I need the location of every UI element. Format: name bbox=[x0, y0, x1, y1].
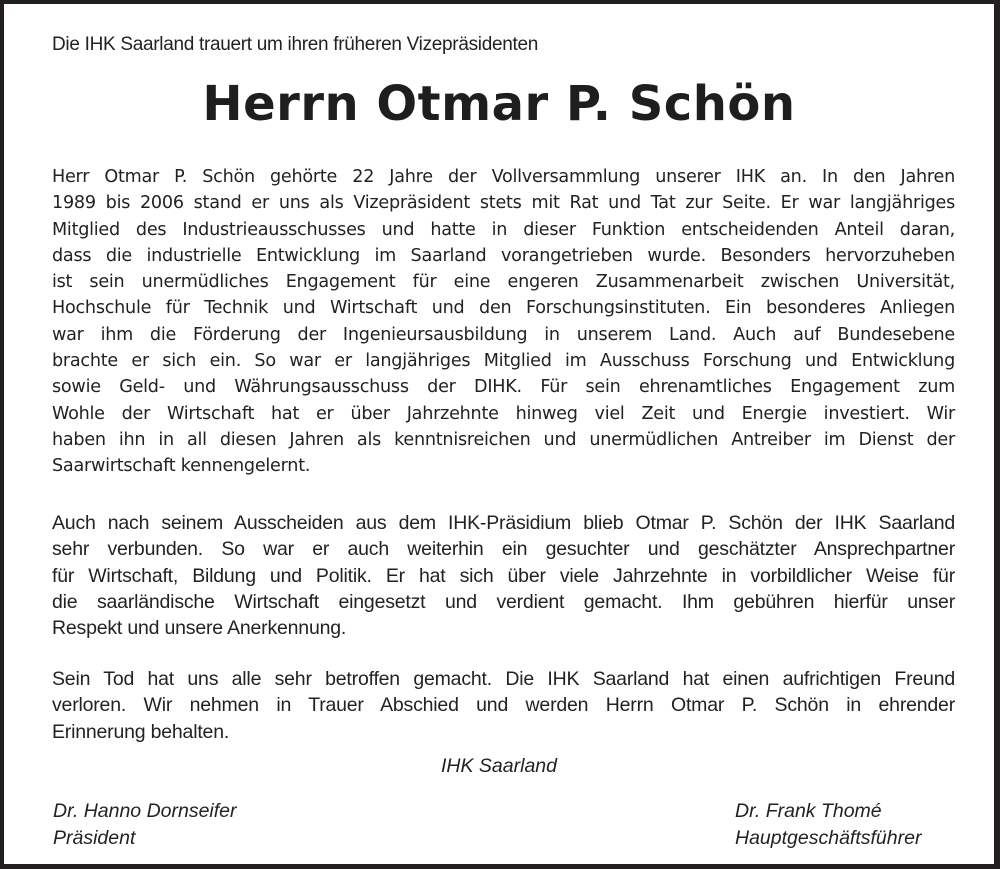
text-line: Herr Otmar P. Schön gehörte 22 Jahre der Vollversammlung unserer IHK an. In den Jahren bbox=[52, 167, 955, 187]
signatory-title: Präsident bbox=[53, 827, 136, 849]
text-line: für Wirtschaft, Bildung und Politik. Er hat sich über viele Jahrzehnte in vorbildlicher Weise für bbox=[52, 564, 955, 587]
text-line: haben ihn in all diesen Jahren als kenntnisreichen und unermüdlichen Antreiber im Dienst der bbox=[52, 429, 955, 450]
text-line: Hochschule für Technik und Wirtschaft und den Forschungsinstituten. Ein besonderes Anliegen bbox=[52, 298, 955, 319]
text-line: Erinnerung behalten. bbox=[52, 720, 230, 743]
text-line: ist sein unermüdliches Engagement für eine engeren Zusammenarbeit zwischen Universität, bbox=[52, 272, 955, 293]
signatory-title: Hauptgeschäftsführer bbox=[735, 827, 922, 849]
text-line: war ihm die Förderung der Ingenieursausbildung in unserem Land. Auch auf Bundesebene bbox=[52, 324, 955, 345]
text-line: Sein Tod hat uns alle sehr betroffen gemacht. Die IHK Saarland hat einen aufrichtigen Freund bbox=[52, 668, 955, 690]
signatory-name: Dr. Hanno Dornseifer bbox=[53, 800, 237, 822]
organization-signature: IHK Saarland bbox=[441, 755, 557, 777]
text-line: Respekt und unsere Anerkennung. bbox=[52, 617, 347, 640]
signatory-president bbox=[53, 798, 237, 852]
text-line: 1989 bis 2006 stand er uns als Vizepräsident stets mit Rat und Tat zur Seite. Er war langjähriges bbox=[52, 193, 955, 214]
text-line: brachte er sich ein. So war er langjähriges Mitglied im Ausschuss Forschung und Entwicklung bbox=[52, 351, 955, 372]
text-line: Saarwirtschaft kennengelernt. bbox=[52, 456, 311, 477]
text-line: Mitglied des Industrieausschusses und hatte in dieser Funktion entscheidenden Anteil daran, bbox=[52, 219, 955, 240]
signatory-name: Dr. Frank Thomé bbox=[735, 800, 882, 822]
text-line: die saarländische Wirtschaft eingesetzt und verdient gemacht. Ihm gebühren hierfür unser bbox=[52, 590, 955, 613]
deceased-name-heading: Herrn Otmar P. Schön bbox=[202, 76, 796, 132]
intro-line: Die IHK Saarland trauert um ihren früheren Vizepräsidenten bbox=[52, 34, 539, 55]
text-line: Auch nach seinem Ausscheiden aus dem IHK-Präsidium blieb Otmar P. Schön der IHK Saarland bbox=[52, 512, 955, 534]
paragraph-3 bbox=[52, 666, 955, 745]
paragraph-2 bbox=[52, 510, 955, 641]
text-line: verloren. Wir nehmen in Trauer Abschied und werden Herrn Otmar P. Schön in ehrender bbox=[52, 694, 955, 717]
signatory-managing-director bbox=[735, 798, 921, 852]
text-line: dass die industrielle Entwicklung im Saarland vorangetrieben wurde. Besonders hervorzuheben bbox=[52, 245, 955, 266]
paragraph-1 bbox=[52, 164, 955, 480]
text-line: Wohle der Wirtschaft hat er über Jahrzehnte hinweg viel Zeit und Energie investiert. Wir bbox=[52, 403, 955, 424]
text-line: sowie Geld- und Währungsausschuss der DIHK. Für sein ehrenamtliches Engagement zum bbox=[52, 377, 955, 398]
text-line: sehr verbunden. So war er auch weiterhin ein gesuchter und geschätzter Ansprechpartner bbox=[52, 538, 955, 561]
